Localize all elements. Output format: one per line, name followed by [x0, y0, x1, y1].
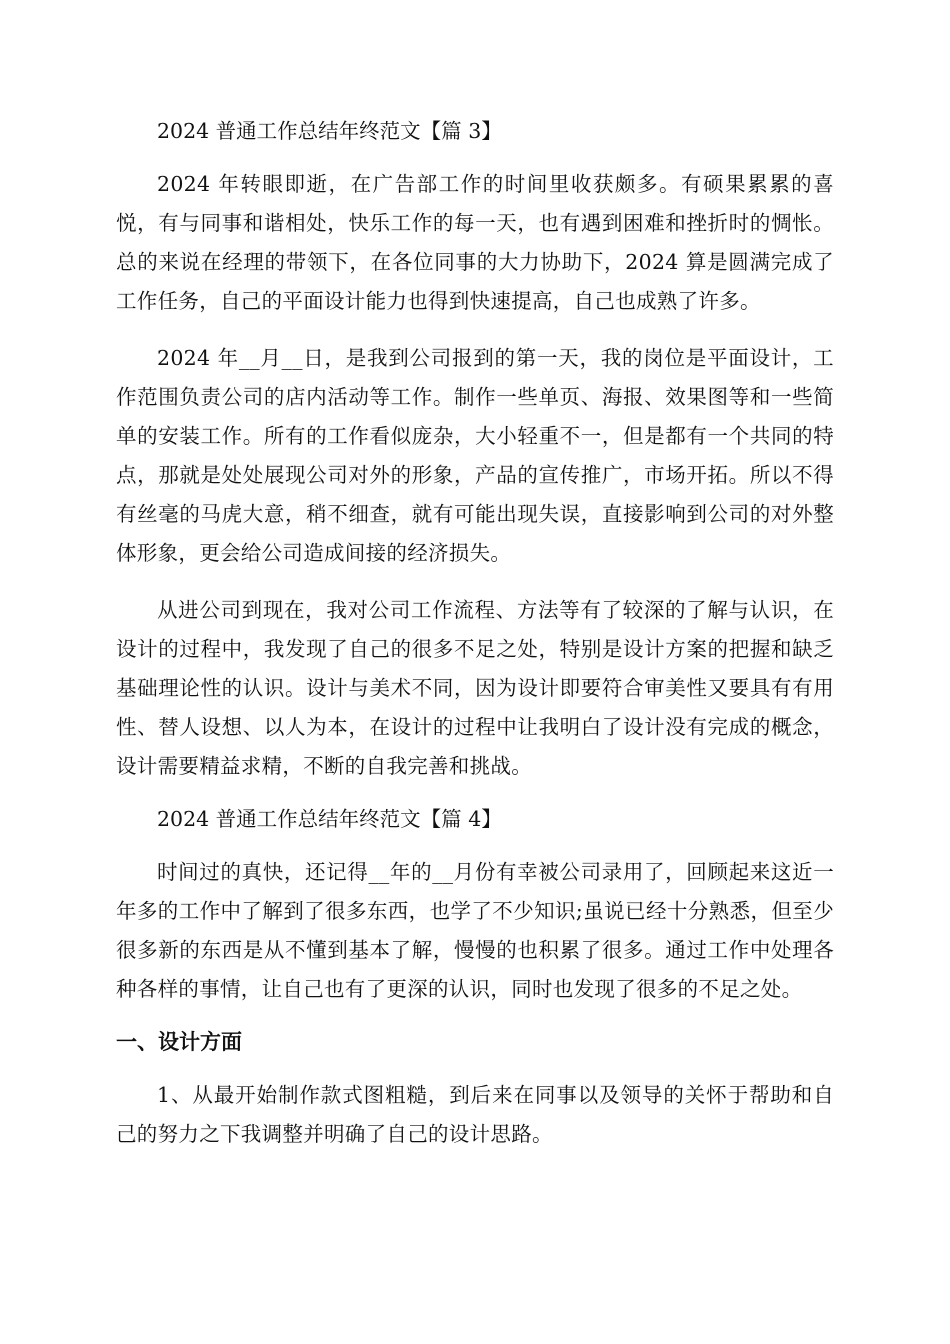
article-heading-4: 2024 普通工作总结年终范文【篇 4】 — [157, 807, 502, 831]
section-title-design: 一、设计方面 — [116, 1030, 242, 1054]
paragraph-year-review: 2024 年转眼即逝，在广告部工作的时间里收获颇多。有硕果累累的喜悦，有与同事和谐相处，快乐工作的每一天，也有遇到困难和挫折时的惆怅。总的来说在经理的带领下，在各位同事的大力协助下，2024 算是圆满完成了工作任务，自己的平面设计能力也得到快速提高，自己也成熟了许多。 — [116, 172, 834, 313]
paragraph-design-point-1: 1、从最开始制作款式图粗糙，到后来在同事以及领导的关怀于帮助和自己的努力之下我调整并明确了自己的设计思路。 — [116, 1083, 834, 1146]
paragraph-understanding: 从进公司到现在，我对公司工作流程、方法等有了较深的了解与认识，在设计的过程中，我发现了自己的很多不足之处，特别是设计方案的把握和缺乏基础理论性的认识。设计与美术不同，因为设计即要符合审美性又要具有有用性、替人设想、以人为本，在设计的过程中让我明白了设计没有完成的概念，设计需要精益求精，不断的自我完善和挑战。 — [116, 598, 834, 778]
paragraph-first-day: 2024 年__月__日，是我到公司报到的第一天，我的岗位是平面设计，工作范围负责公司的店内活动等工作。制作一些单页、海报、效果图等和一些简单的安装工作。所有的工作看似庞杂，大小轻重不一，但是都有一个共同的特点，那就是处处展现公司对外的形象，产品的宣传推广，市场开拓。所以不得有丝毫的马虎大意，稍不细查，就有可能出现失误，直接影响到公司的对外整体形象，更会给公司造成间接的经济损失。 — [116, 346, 834, 565]
article-heading-3: 2024 普通工作总结年终范文【篇 3】 — [157, 119, 502, 143]
document-page — [116, 112, 834, 1154]
paragraph-time-flies: 时间过的真快，还记得__年的__月份有幸被公司录用了，回顾起来这近一年多的工作中了解到了很多东西，也学了不少知识;虽说已经十分熟悉，但至少很多新的东西是从不懂到基本了解，慢慢的也积累了很多。通过工作中处理各种各样的事情，让自己也有了更深的认识，同时也发现了很多的不足之处。 — [116, 860, 834, 1001]
